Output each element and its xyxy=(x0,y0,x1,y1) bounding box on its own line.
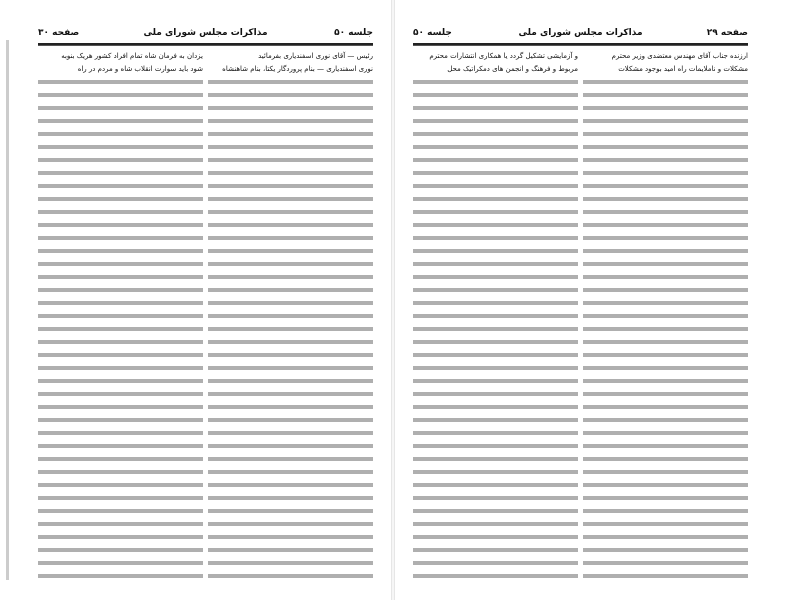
text-line: مشکلات و ناملایمات راه امید بوجود مشکلات xyxy=(618,65,748,73)
session-number: جلسه ۵۰ xyxy=(334,28,373,38)
page-number: صفحه ۳۰ xyxy=(38,28,80,38)
text-line: ارزنده جناب آقای مهندس معتضدی وزیر محترم xyxy=(611,52,748,60)
text-line: نوری اسفندیاری — بنام پروردگار یکتا، بنام شاهنشاه xyxy=(222,65,373,73)
text-line: رئیس — آقای نوری اسفندیاری بفرمائید xyxy=(258,52,373,60)
page-number: صفحه ۲۹ xyxy=(706,28,748,38)
page-header xyxy=(413,28,748,42)
text-column-left xyxy=(38,50,203,580)
text-line: مربوط و فرهنگ و انجمن های دمکراتیک محل xyxy=(447,65,578,73)
running-title: مذاکرات مجلس شورای ملی xyxy=(143,28,268,38)
text-column-right xyxy=(583,50,748,580)
session-number: جلسه ۵۰ xyxy=(413,28,452,38)
text-column-right xyxy=(208,50,373,580)
body-text xyxy=(208,76,373,580)
right-page xyxy=(393,0,786,600)
text-column-left xyxy=(413,50,578,580)
text-line: یزدان به فرمان شاه تمام افراد کشور هریک بنوبه xyxy=(61,52,203,60)
running-title: مذاکرات مجلس شورای ملی xyxy=(518,28,643,38)
body-text xyxy=(583,76,748,580)
header-rule xyxy=(413,43,748,46)
page-edge xyxy=(6,40,9,580)
text-line: و آزمایشی تشکیل گردد یا همکاری انتشارات محترم xyxy=(429,52,578,60)
header-rule xyxy=(38,43,373,46)
page-header xyxy=(38,28,373,42)
body-text xyxy=(38,76,203,580)
text-line: شود باید سوارت انقلاب شاه و مردم در راه xyxy=(77,65,203,73)
body-text xyxy=(413,76,578,580)
